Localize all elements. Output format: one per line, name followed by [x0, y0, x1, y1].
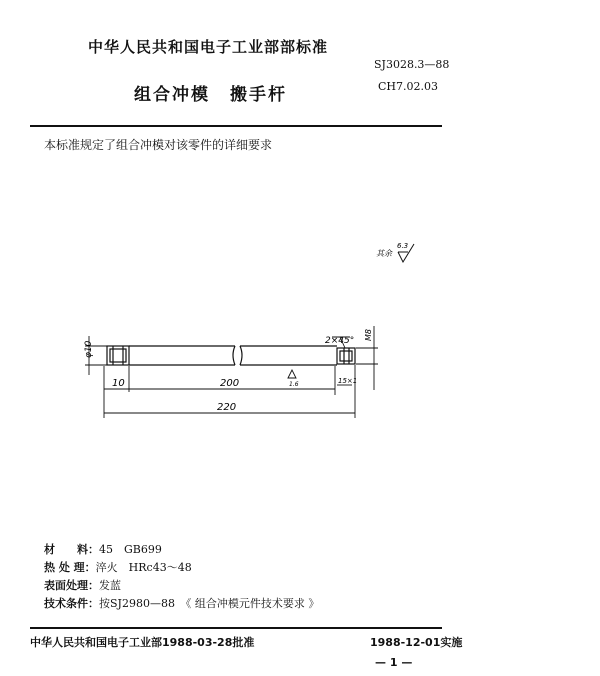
part-code: CH7.02.03 [378, 80, 438, 93]
dim-left-length: 10 [112, 378, 125, 389]
dim-surface-finish: 1.6 [289, 381, 299, 388]
roughness-value: 6.3 [397, 242, 409, 250]
effective-date: 1988-12-01实施 [370, 636, 463, 649]
dim-end-length: 15×1 [338, 377, 358, 385]
specifications [44, 541, 319, 613]
ministry-header: 中华人民共和国电子工业部部标准 [88, 38, 329, 56]
spec-surface-treatment: 表面处理：发蓝 [44, 579, 121, 592]
roughness-label: 其余 [376, 249, 392, 258]
dim-diameter: φ10 [84, 340, 94, 358]
standard-number: SJ3028.3—88 [374, 58, 450, 71]
roughness-symbol [376, 242, 414, 262]
spec-heat-treatment: 热 处 理：淬火 HRc43～48 [44, 561, 192, 574]
dim-chamfer: 2×45° [325, 336, 355, 346]
bottom-rule [30, 627, 442, 629]
dim-total-length: 220 [217, 402, 237, 413]
title-main: 组合冲模 [134, 85, 210, 105]
dim-thread: M8 [364, 329, 373, 341]
page-number: — 1 — [375, 656, 413, 669]
spec-technical-conditions: 技术条件：按SJ2980—88 《 组合冲模元件技术要求 》 [44, 597, 320, 610]
approval-line: 中华人民共和国电子工业部1988-03-28批准 [30, 636, 255, 649]
dim-middle-length: 200 [220, 378, 240, 389]
scope-statement: 本标准规定了组合冲模对该零件的详细要求 [44, 138, 273, 152]
rod-body [107, 346, 355, 365]
title-sub: 搬手杆 [230, 85, 287, 105]
spec-material: 材 料：45 GB699 [44, 543, 162, 556]
